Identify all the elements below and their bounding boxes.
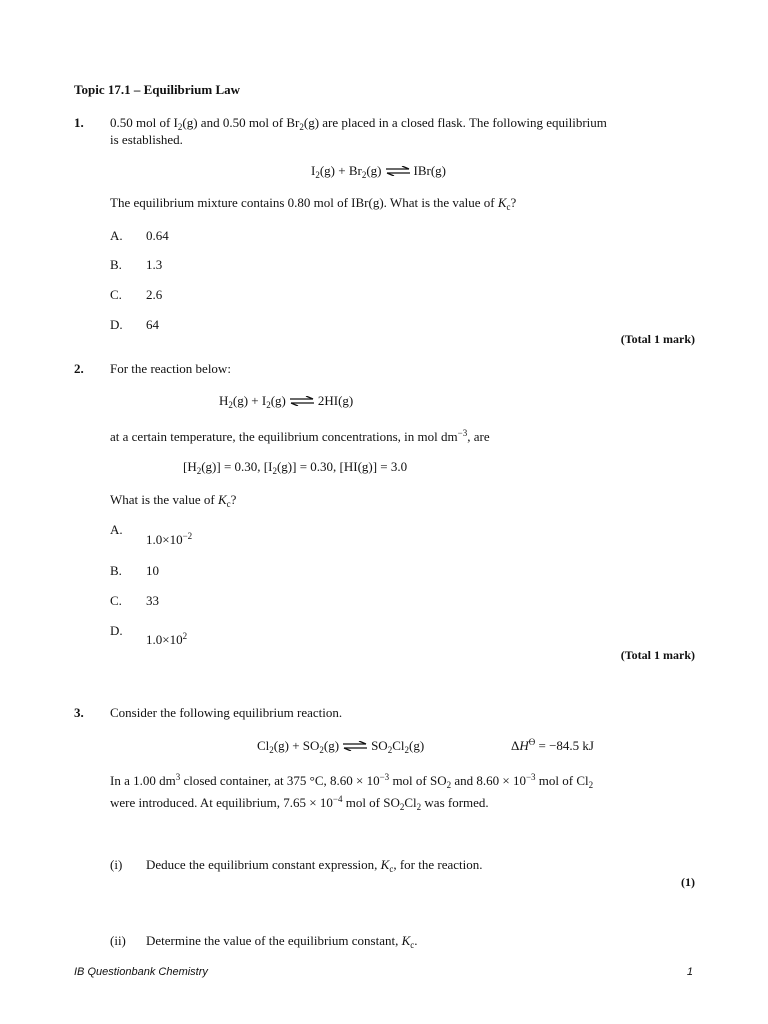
q3-intro: Consider the following equilibrium reaction. xyxy=(110,705,343,720)
q2-question: What is the value of $K_c$? xyxy=(110,492,237,509)
q1-question: The equilibrium mixture contains 0.80 mol of IBr(g). What is the value of $K_c$? xyxy=(110,195,517,212)
q3-enthalpy: $\Delta H^ϴ = -84.5$ kJ xyxy=(511,737,594,753)
q1-total-mark: (Total 1 mark) xyxy=(620,332,695,346)
q2-concentration-values: $[H_2(g)] = 0.30$, $[I_2(g)] = 0.30$, [HI(g)] = 3.0 xyxy=(183,459,408,476)
q1-text-line2: is established. xyxy=(110,132,183,147)
q1-option-a-label: A. xyxy=(110,228,123,243)
q2-option-a-label: A. xyxy=(110,522,123,537)
q2-option-b-value: 10 xyxy=(146,563,159,578)
equilibrium-arrows-icon xyxy=(385,166,411,176)
q2-option-d-value: $1.0\times 10^2$ xyxy=(146,631,188,647)
q2-option-b-label: B. xyxy=(110,563,122,578)
page-title: Topic 17.1 – Equilibrium Law xyxy=(74,82,241,97)
q2-total-mark: (Total 1 mark) xyxy=(620,648,695,662)
q1-option-b-label: B. xyxy=(110,257,122,272)
q1-equation: $I_2(g) + Br_2(g)$ IBr(g) xyxy=(311,163,447,180)
q2-equation: $H_2(g) + I_2(g)$ 2HI(g) xyxy=(219,393,354,410)
q3-part-i-label: (i) xyxy=(110,857,123,872)
question-number-1: 1. xyxy=(74,115,84,130)
equilibrium-arrows-icon xyxy=(289,396,315,406)
q1-option-b-value: 1.3 xyxy=(146,257,163,272)
q3-text-line2: were introduced. At equilibrium, $7.65 \times 10^{-4}$ mol of $SO_2Cl_2$ was formed. xyxy=(110,794,489,812)
question-number-2: 2. xyxy=(74,361,84,376)
q1-option-a-value: 0.64 xyxy=(146,228,169,243)
q3-text-line1: In a 1.00 $dm^3$ closed container, at 375 °C, $8.60 \times 10^{-3}$ mol of $SO_2$ and $8.60 \times 10^{-3}$ mol of $Cl_2$ xyxy=(110,772,594,790)
q1-option-d-label: D. xyxy=(110,317,123,332)
question-number-3: 3. xyxy=(74,705,84,720)
q3-part-ii-text: Determine the value of the equilibrium constant, $K_c$. xyxy=(146,933,418,950)
q2-option-a-value: $1.0\times 10^{-2}$ xyxy=(146,531,193,547)
q2-concentration-text: at a certain temperature, the equilibrium concentrations, in mol $dm^{-3}$, are xyxy=(110,428,490,444)
q2-option-d-label: D. xyxy=(110,623,123,638)
q3-part-i-mark: (1) xyxy=(681,875,695,889)
q3-equation: $Cl_2(g) + SO_2(g)$ $SO_2Cl_2(g)$ xyxy=(257,738,425,755)
q1-option-c-value: 2.6 xyxy=(146,287,163,302)
q3-part-i-text: Deduce the equilibrium constant expression, $K_c$, for the reaction. xyxy=(146,857,483,874)
q1-option-c-label: C. xyxy=(110,287,122,302)
q1-option-d-value: 64 xyxy=(146,317,159,332)
q2-option-c-value: 33 xyxy=(146,593,159,608)
equilibrium-arrows-icon xyxy=(342,741,368,751)
footer-source: IB Questionbank Chemistry xyxy=(74,966,208,978)
q2-option-c-label: C. xyxy=(110,593,122,608)
q2-intro: For the reaction below: xyxy=(110,361,231,376)
q1-text-line1: 0.50 mol of $I_2(g)$ and 0.50 mol of $Br_2(g)$ are placed in a closed flask. The following equilibrium xyxy=(110,115,607,132)
q3-part-ii-label: (ii) xyxy=(110,933,126,948)
footer-page-number: 1 xyxy=(686,966,693,978)
